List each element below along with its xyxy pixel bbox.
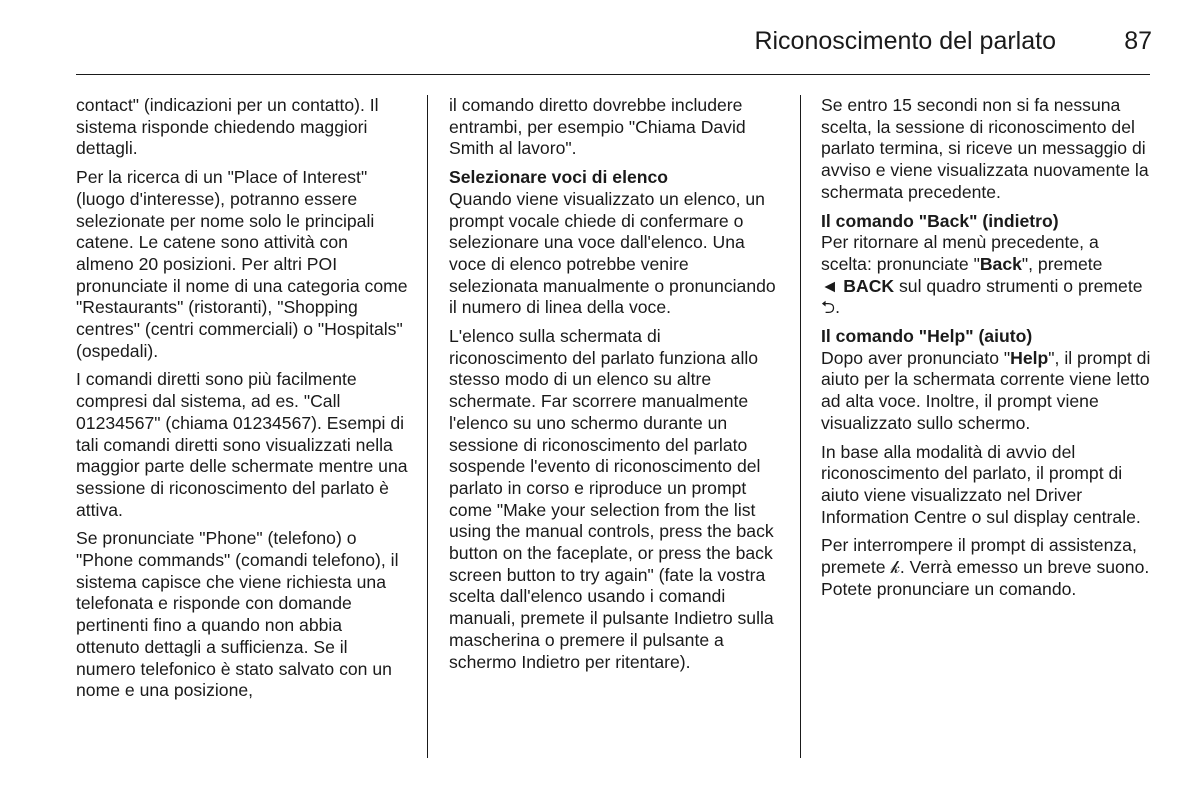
text: ", premete [1021, 253, 1103, 274]
back-command-block [821, 211, 1153, 320]
paragraph: il comando diretto dovrebbe includere entrambi, per esempio "Chiama David Smith al lavoro". [449, 95, 746, 159]
paragraph [821, 535, 1153, 600]
text: sul quadro strumenti o premete [894, 275, 1143, 296]
back-key-label: ◄ BACK [821, 275, 895, 296]
paragraph: In base alla modalità di avvio del riconoscimento del parlato, il prompt di aiuto viene visualizzato nel Driver Information Centre o sul display centrale. [821, 441, 1141, 527]
help-command-block [821, 326, 1153, 435]
section-title: Riconoscimento del parlato [754, 27, 1056, 55]
paragraph-text: Quando viene visualizzato un elenco, un prompt vocale chiede di confermare o selezionare una voce dall'elenco. Una voce di elenco potrebbe venire selezionata manualmente o pronunciando il numero di linea della voce. [449, 188, 776, 318]
voice-icon: 𝓀 [890, 557, 900, 578]
text: Per interrompere il prompt di assistenza, premete [821, 535, 1137, 578]
column-divider [427, 95, 428, 758]
text: Dopo aver pronunciato " [821, 347, 1011, 368]
text: ", il prompt di aiuto per la schermata corrente viene letto ad alta voce. Inoltre, il prompt viene visualizzato sullo schermo. [821, 347, 1151, 433]
command-word: Back [979, 253, 1022, 274]
paragraph: Se pronunciate "Phone" (telefono) o "Phone commands" (comandi telefono), il sistema capisce che viene richiesta una telefonata e risponde con domande pertinenti fino a quando non abbia ottenuto dettagli a sufficienza. Se il numero telefonico è stato salvato con un nome e una posizione, [76, 528, 399, 701]
paragraph: L'elenco sulla schermata di riconoscimento del parlato funziona allo stesso modo di un elenco su altre schermate. Far scorrere manualmente l'elenco su uno schermo durante un sessione di riconoscimento del parlato sospende l'evento di riconoscimento del parlato in corso e riproduce un prompt come "Make your selection from the list using the manual controls, press the back button on the faceplate, or press the back screen button to try again" (fate la vostra scelta dall'elenco usando i comandi manuali, premete il pulsante Indietro sulla mascherina o premere il pulsante a schermo Indietro per ritentare). [449, 326, 774, 672]
text: . [835, 297, 840, 318]
text: Per ritornare al menù precedente, a scelta: pronunciate " [821, 232, 1099, 274]
paragraph: Per la ricerca di un "Place of Interest" (luogo d'interesse), potranno essere selezionate per nome solo le principali catene. Le catene sono attività con almeno 20 posizioni. Per altri POI pronunciate il nome di una categoria come "Restaurants" (ristoranti), "Shopping centres" (centri commerciali) o "Hospitals" (ospedali). [76, 167, 408, 361]
column-2 [449, 95, 781, 680]
column-3 [821, 95, 1153, 607]
paragraph: contact" (indicazioni per un contatto). Il sistema risponde chiedendo maggiori dettagli. [76, 95, 379, 159]
column-1 [76, 95, 408, 709]
text: . Verrà emesso un breve suono. Potete pronunciare un comando. [821, 557, 1150, 599]
header-rule [76, 74, 1150, 75]
column-divider [800, 95, 801, 758]
page-number: 87 [1124, 27, 1152, 55]
return-arrow-icon: ⮌ [821, 297, 836, 318]
section-heading: Il comando "Help" (aiuto) [821, 326, 1033, 347]
section-heading: Selezionare voci di elenco [449, 167, 669, 188]
paragraph: I comandi diretti sono più facilmente compresi dal sistema, ad es. "Call 01234567" (chiama 01234567). Esempi di tali comandi diretti sono visualizzati nella maggior parte delle schermate mentre una sessione di riconoscimento del parlato è attiva. [76, 369, 408, 520]
command-word: Help [1010, 347, 1049, 368]
section-block [449, 167, 781, 319]
section-heading: Il comando "Back" (indietro) [821, 210, 1059, 231]
paragraph: Se entro 15 secondi non si fa nessuna scelta, la sessione di riconoscimento del parlato termina, si riceve un messaggio di avviso e viene visualizzata nuovamente la schermata precedente. [821, 95, 1149, 202]
